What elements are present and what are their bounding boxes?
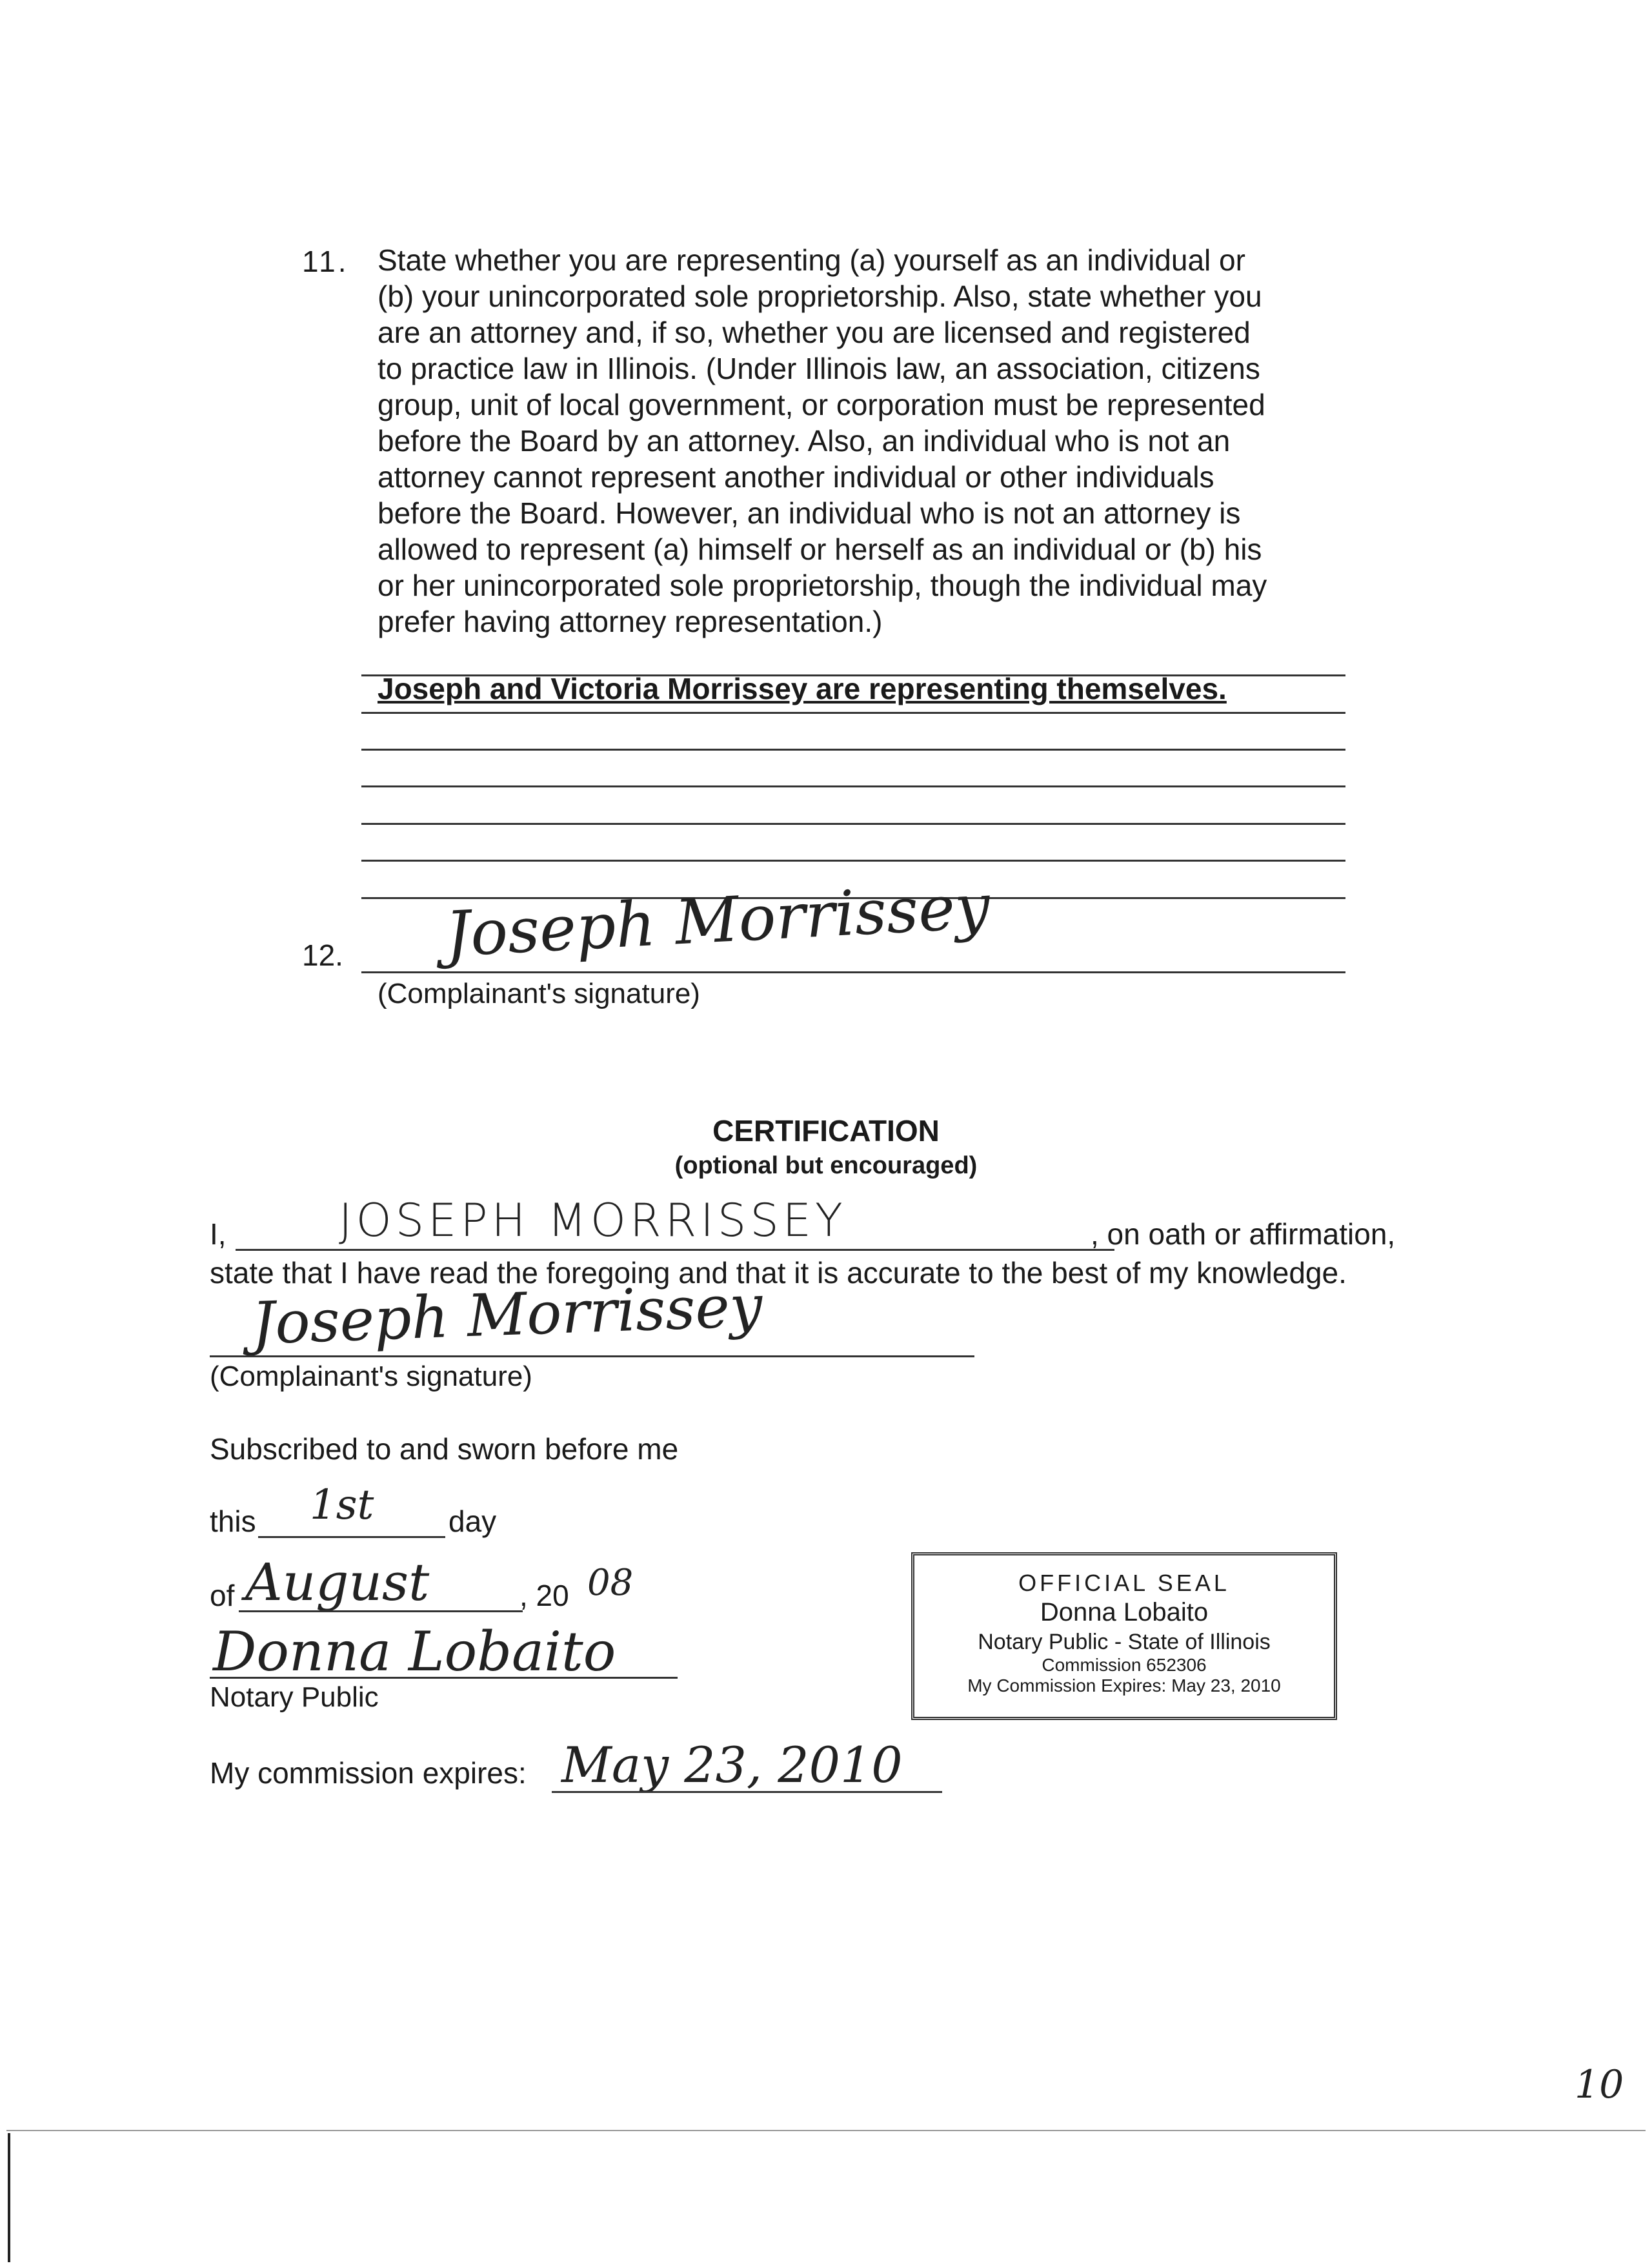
question-11-line: allowed to represent (a) himself or herself as an individual or (b) his (378, 532, 1262, 566)
question-11-line: or her unincorporated sole proprietorship, though the individual may (378, 569, 1267, 602)
question-11-line: (b) your unincorporated sole proprietorship. Also, state whether you (378, 279, 1262, 313)
question-11-answer: Joseph and Victoria Morrissey are representing themselves. (378, 672, 1227, 705)
expires-label: My commission expires: (210, 1756, 527, 1790)
certification-i-prefix: I, (210, 1217, 227, 1251)
certification-oath: , on oath or affirmation, (1091, 1217, 1396, 1251)
scan-edge-line (6, 2130, 1646, 2131)
answer-rule (361, 785, 1345, 787)
certification-statement: state that I have read the foregoing and that it is accurate to the best of my knowledge. (210, 1256, 1347, 1290)
question-11-text (378, 242, 1333, 640)
year-handwritten: 08 (587, 1562, 634, 1604)
question-12-signature: Joseph Morrissey (443, 869, 992, 971)
this-prefix: this (210, 1504, 256, 1538)
year-prefix: , 20 (519, 1579, 569, 1612)
question-11-line: prefer having attorney representation.) (378, 605, 883, 638)
day-suffix: day (448, 1504, 497, 1538)
scan-edge-mark (8, 2133, 10, 2262)
seal-line2: Commission 652306 (1042, 1655, 1207, 1675)
day-line (258, 1536, 445, 1538)
question-12-number: 12. (302, 938, 343, 972)
question-11-line: State whether you are representing (a) yourself as an individual or (378, 243, 1245, 277)
page-number: 10 (1575, 2062, 1624, 2107)
question-11-line: before the Board. However, an individual who is not an attorney is (378, 496, 1241, 530)
certification-name-handwritten: JOSEPH MORRISSEY (339, 1194, 847, 1247)
question-11-line: to practice law in Illinois. (Under Illinois law, an association, citizens (378, 352, 1260, 385)
name-line (236, 1249, 1114, 1251)
month-handwritten: August (245, 1552, 430, 1612)
expires-handwritten: May 23, 2010 (561, 1736, 903, 1794)
seal-line1: Notary Public - State of Illinois (978, 1630, 1271, 1654)
month-line (239, 1610, 523, 1612)
answer-rule (361, 712, 1345, 714)
certification-signature: Joseph Morrissey (250, 1272, 764, 1358)
seal-title: OFFICIAL SEAL (1018, 1570, 1230, 1596)
certification-title: CERTIFICATION (712, 1114, 940, 1148)
notary-signature: Donna Lobaito (213, 1620, 616, 1683)
of-prefix: of (210, 1579, 235, 1612)
question-11-line: attorney cannot represent another individual or other individuals (378, 460, 1214, 494)
certification-subtitle: (optional but encouraged) (674, 1152, 978, 1179)
day-handwritten: 1st (310, 1481, 374, 1529)
question-11-number: 11. (302, 245, 349, 278)
expires-line (552, 1791, 942, 1793)
subscribed-text: Subscribed to and sworn before me (210, 1432, 679, 1466)
answer-rule (361, 823, 1345, 825)
seal-line3: My Commission Expires: May 23, 2010 (967, 1676, 1281, 1696)
official-seal-stamp (911, 1552, 1337, 1720)
notary-label: Notary Public (210, 1681, 379, 1713)
signature-line (210, 1355, 974, 1357)
question-12-signature-label: (Complainant's signature) (378, 978, 700, 1009)
question-11-line: before the Board by an attorney. Also, an individual who is not an (378, 424, 1231, 458)
seal-name: Donna Lobaito (1040, 1598, 1209, 1626)
certification-signature-label: (Complainant's signature) (210, 1361, 532, 1392)
notary-line (210, 1677, 678, 1679)
signature-line (361, 971, 1345, 973)
question-11-line: group, unit of local government, or corporation must be represented (378, 388, 1265, 421)
answer-rule (361, 749, 1345, 751)
answer-rule (361, 860, 1345, 862)
question-11-line: are an attorney and, if so, whether you are licensed and registered (378, 316, 1251, 349)
